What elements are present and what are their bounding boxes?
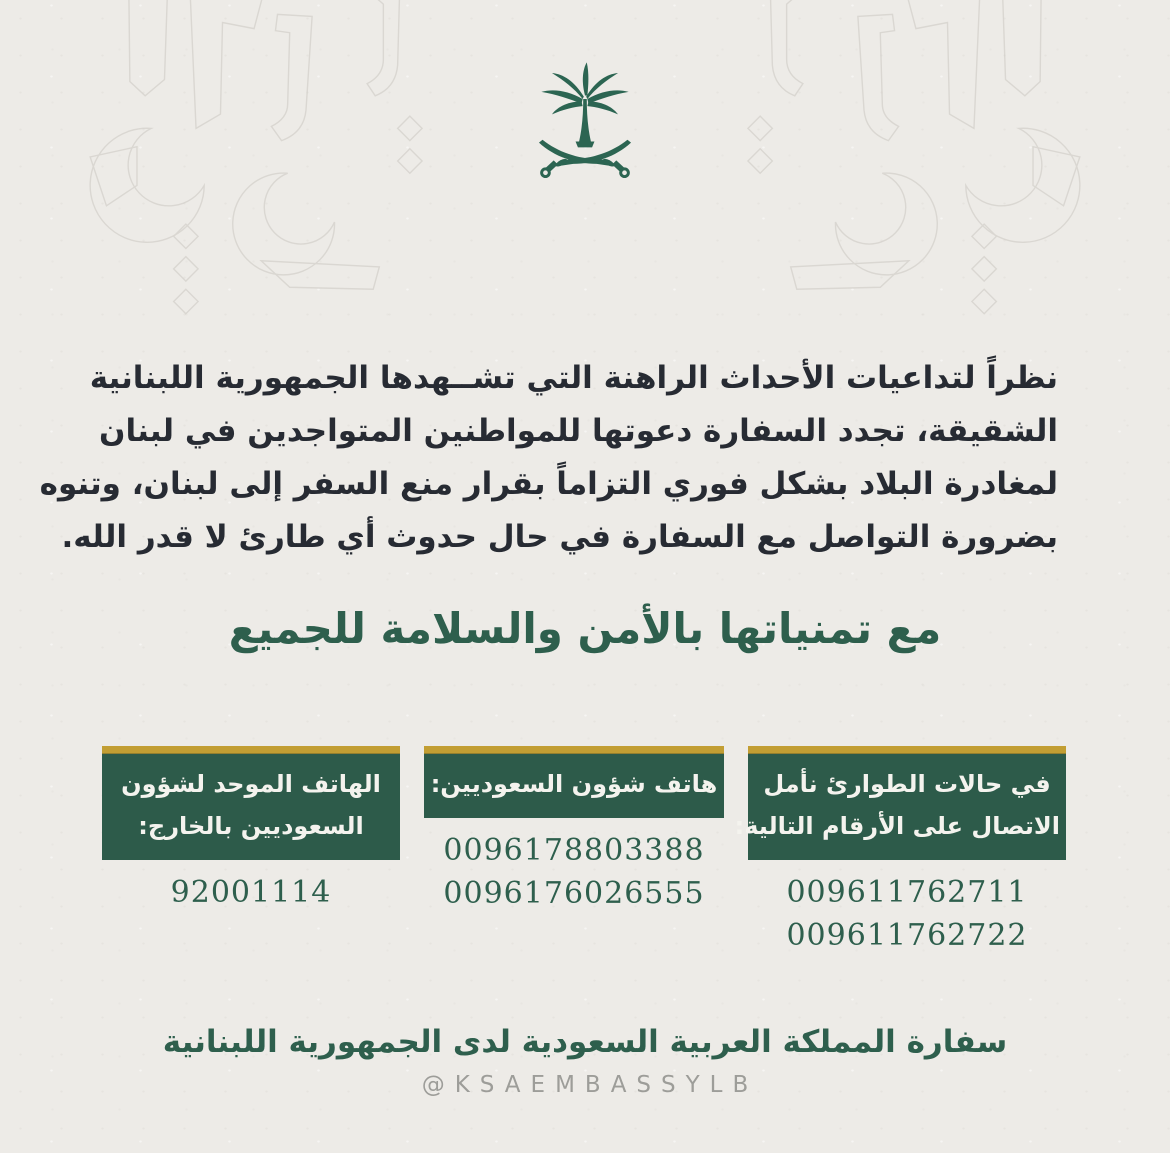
phone-number: 0096176026555 — [443, 876, 705, 911]
announcement-line: الشقيقة، تجدد السفارة دعوتها للمواطنين المتواجدين في لبنان — [99, 413, 1058, 449]
contact-box-title-line: في حالات الطوارئ نأمل — [763, 770, 1051, 798]
contact-boxes-row — [102, 746, 1066, 957]
phone-number: 92001114 — [170, 875, 332, 910]
announcement-paragraph — [39, 352, 1058, 564]
gold-accent-bar — [102, 746, 400, 754]
contact-box-unified-number — [102, 746, 400, 914]
phone-numbers — [748, 871, 1066, 957]
contact-box-emergency — [734, 746, 1066, 957]
contact-box-title-line: الاتصال على الأرقام التالية: — [734, 812, 1060, 840]
gold-accent-bar — [424, 746, 724, 754]
gold-accent-bar — [748, 746, 1066, 754]
announcement-line: نظراً لتداعيات الأحداث الراهنة التي تشــهدها الجمهورية اللبنانية — [89, 360, 1058, 396]
contact-box-title — [734, 754, 1066, 860]
phone-number: 009611762711 — [786, 875, 1028, 910]
saudi-palm-swords-emblem-icon — [0, 60, 1170, 184]
contact-box-saudi-affairs — [424, 746, 724, 915]
embassy-name: سفارة المملكة العربية السعودية لدى الجمهورية اللبنانية — [162, 1024, 1008, 1060]
phone-number: 009611762722 — [786, 918, 1028, 953]
contact-box-title-line: هاتف شؤون السعوديين: — [430, 770, 718, 798]
phone-numbers — [102, 871, 400, 914]
contact-box-title-line: الهاتف الموحد لشؤون — [121, 770, 381, 798]
contact-box-title — [102, 754, 400, 860]
contact-box-title — [424, 754, 724, 818]
phone-number: 0096178803388 — [443, 833, 705, 868]
phone-numbers — [424, 829, 724, 915]
contact-box-title-line: السعوديين بالخارج: — [138, 812, 364, 840]
announcement-line: بضرورة التواصل مع السفارة في حال حدوث أي طارئ لا قدر الله. — [61, 519, 1058, 555]
announcement-line: لمغادرة البلاد بشكل فوري التزاماً بقرار منع السفر إلى لبنان، وتنوه — [39, 466, 1058, 502]
social-handle: @KSAEMBASSYLB — [421, 1072, 759, 1098]
safety-wish-heading: مع تمنياتها بالأمن والسلامة للجميع — [228, 604, 942, 653]
